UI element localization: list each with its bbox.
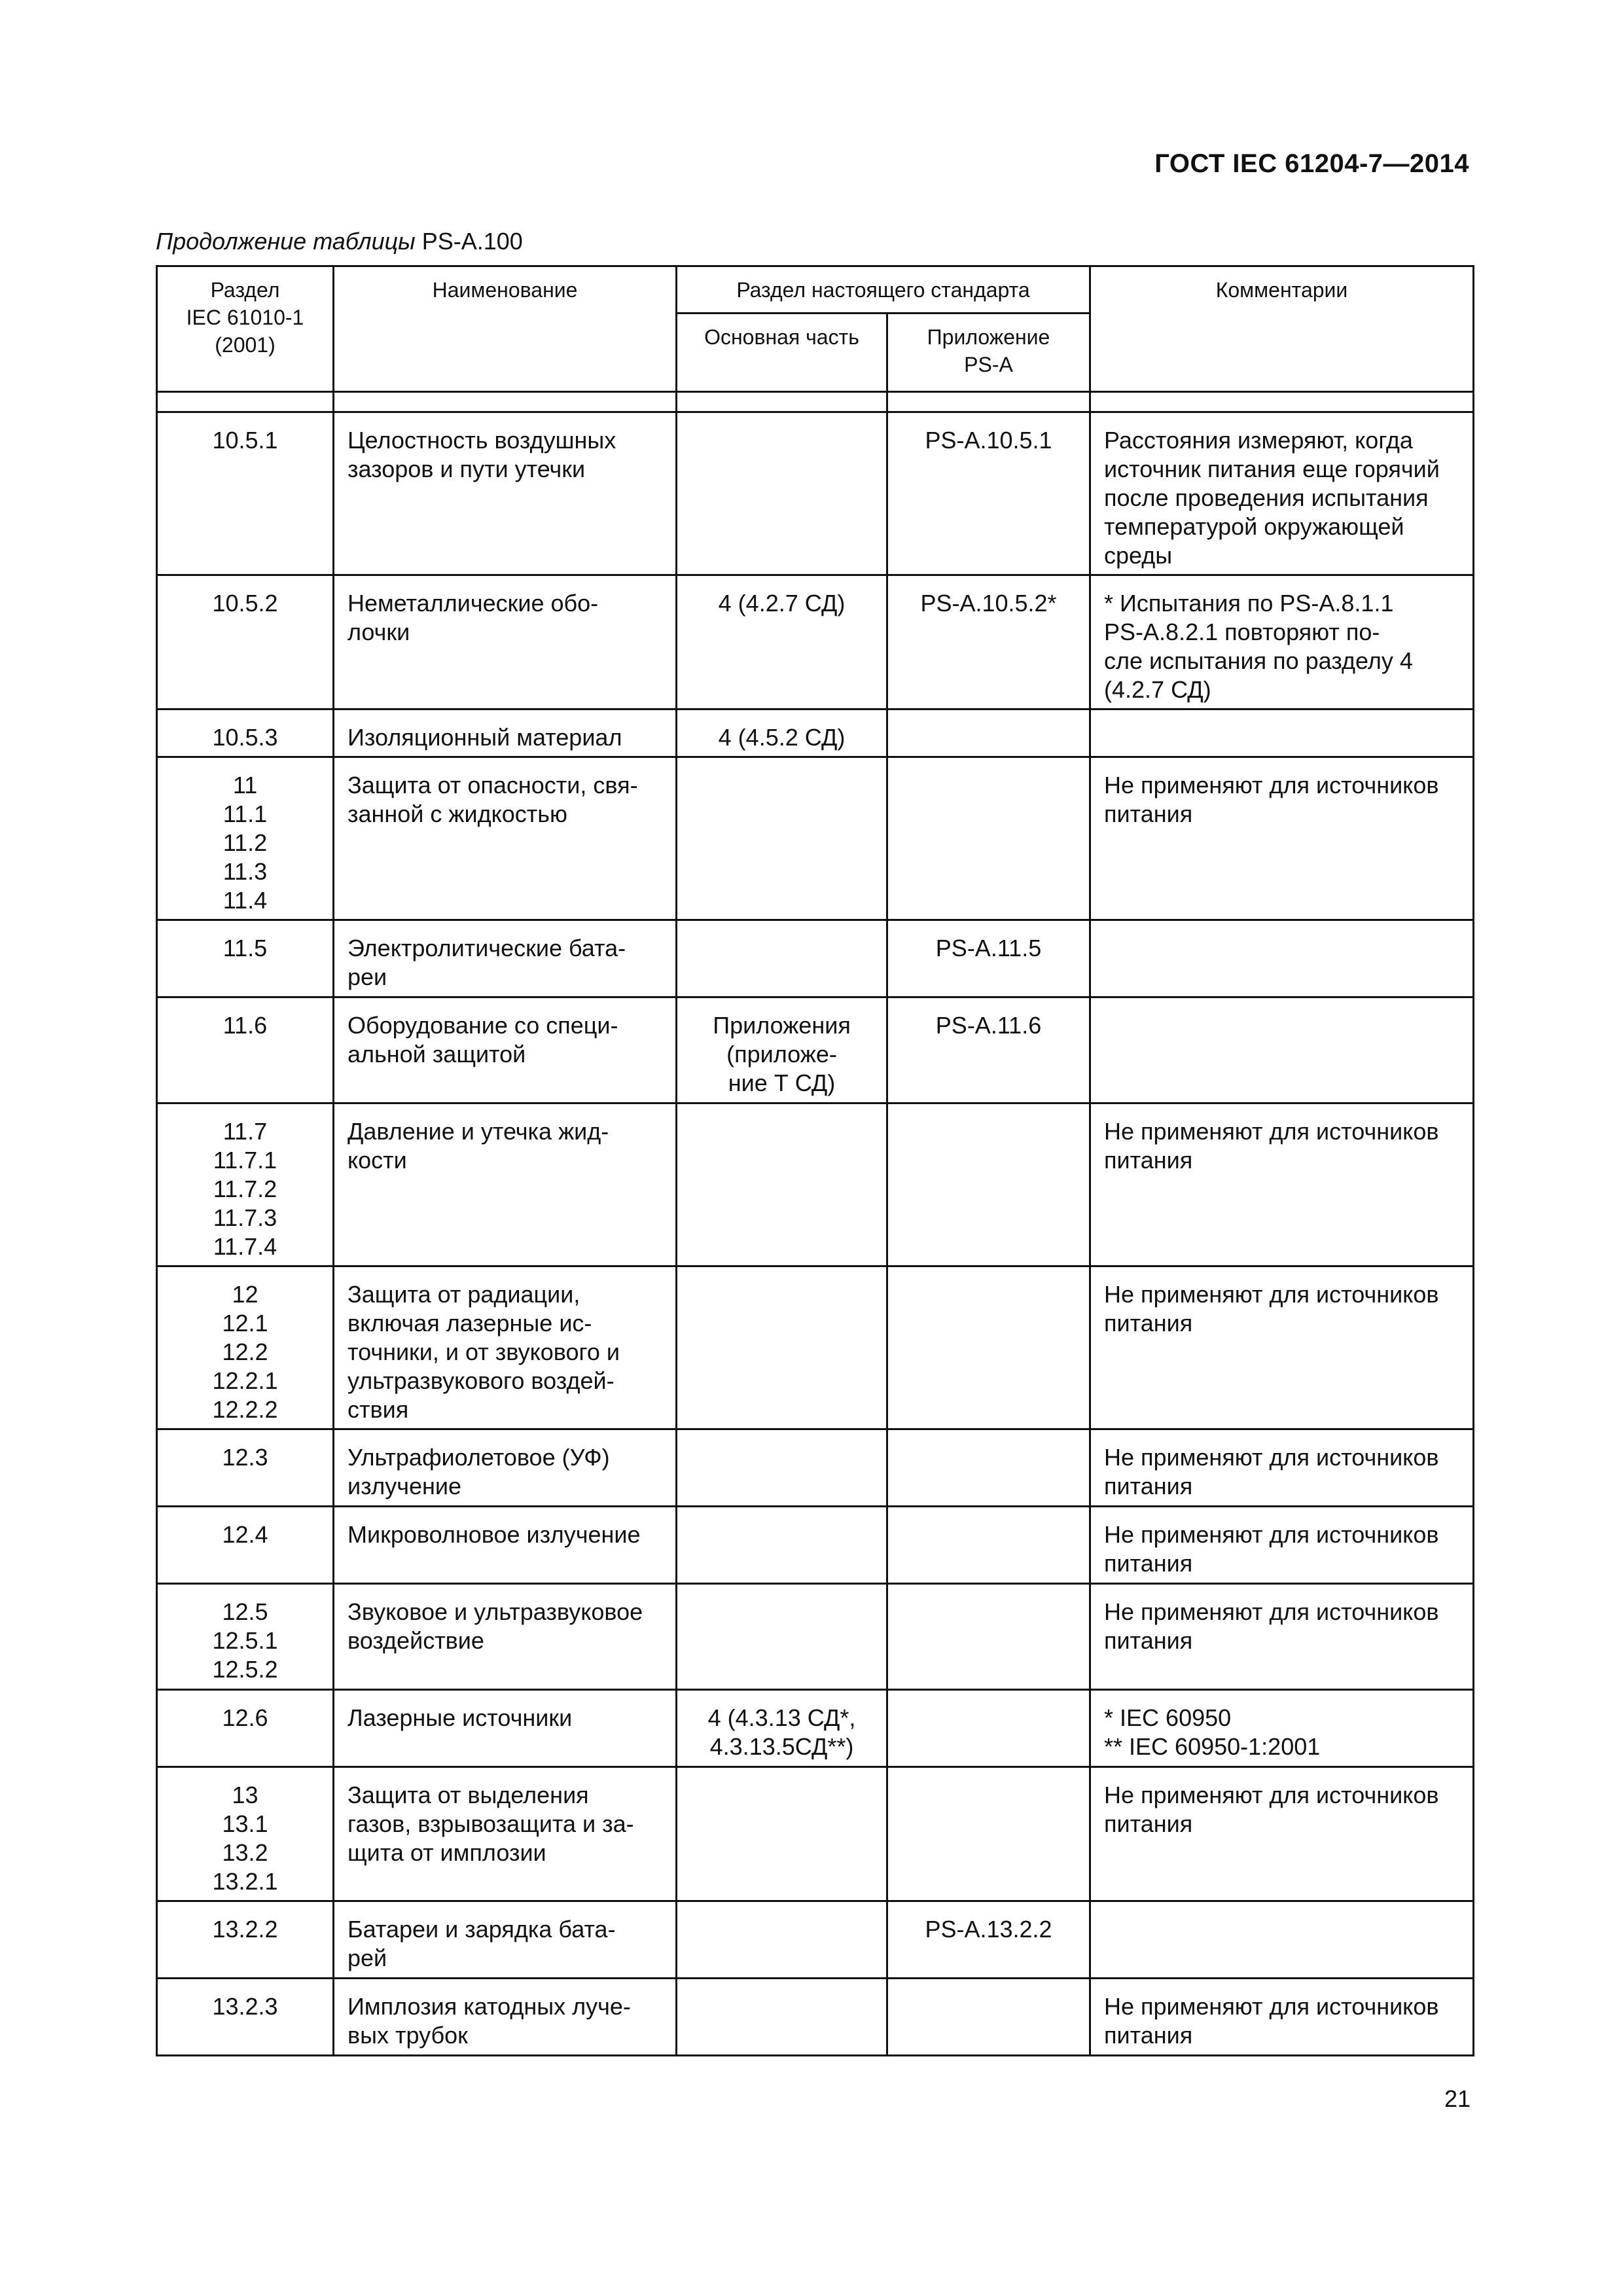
cell-comment bbox=[1090, 1584, 1474, 1690]
table-row bbox=[157, 1507, 1474, 1584]
table-row bbox=[157, 1266, 1474, 1429]
page-number: 21 bbox=[1444, 2085, 1471, 2112]
cell-main-part bbox=[677, 757, 887, 920]
cell-comment bbox=[1090, 1429, 1474, 1507]
cell-main-part-line: Приложения bbox=[713, 1012, 851, 1039]
cell-comment-line: питания bbox=[1104, 1627, 1193, 1654]
cell-section-line: 12.3 bbox=[222, 1444, 268, 1471]
cell-comment bbox=[1090, 412, 1474, 575]
cell-appendix bbox=[887, 1901, 1090, 1979]
table-row bbox=[157, 1690, 1474, 1767]
cell-main-part bbox=[677, 1690, 887, 1767]
cell-section-line: 10.5.3 bbox=[212, 724, 278, 751]
cell-section-line: 11.5 bbox=[223, 935, 268, 961]
cell-name bbox=[334, 920, 677, 997]
cell-appendix bbox=[887, 575, 1090, 709]
cell-comment-line: питания bbox=[1104, 800, 1193, 827]
cell-comment bbox=[1090, 1690, 1474, 1767]
cell-name-line: ультразвукового воздей- bbox=[348, 1367, 615, 1394]
cell-section-line: 12.1 bbox=[222, 1310, 268, 1336]
table-row bbox=[157, 920, 1474, 997]
cell-main-part bbox=[677, 920, 887, 997]
cell-main-part bbox=[677, 1429, 887, 1507]
table-row bbox=[157, 997, 1474, 1103]
cell-name-line: рей bbox=[348, 1945, 387, 1971]
cell-appendix-line: PS-A.13.2.2 bbox=[925, 1916, 1052, 1943]
cell-name-line: воздействие bbox=[348, 1627, 484, 1654]
cell-section-line: 10.5.1 bbox=[212, 427, 278, 454]
cell-section bbox=[157, 1429, 334, 1507]
cell-comment-line: Не применяют для источников bbox=[1104, 1993, 1439, 2020]
cell-section-line: 13.2.1 bbox=[212, 1868, 278, 1895]
caption-italic: Продолжение таблицы bbox=[156, 228, 416, 255]
cell-name-line: Давление и утечка жид- bbox=[348, 1118, 609, 1145]
cell-comment-line: Не применяют для источников bbox=[1104, 772, 1439, 798]
cell-name-line: альной защитой bbox=[348, 1041, 526, 1067]
cell-appendix-line: PS-A.11.6 bbox=[935, 1012, 1042, 1039]
cell-section bbox=[157, 757, 334, 920]
table-row bbox=[157, 1979, 1474, 2056]
cell-comment bbox=[1090, 1507, 1474, 1584]
cell-name-line: зазоров и пути утечки bbox=[348, 456, 586, 482]
cell-main-part bbox=[677, 997, 887, 1103]
cell-section-line: 13.1 bbox=[222, 1810, 268, 1837]
cell-appendix bbox=[887, 412, 1090, 575]
cell-section-line: 11.4 bbox=[223, 887, 268, 914]
cell-name bbox=[334, 997, 677, 1103]
cell-appendix bbox=[887, 997, 1090, 1103]
cell-comment-line: среды bbox=[1104, 542, 1173, 569]
cell-appendix-line: PS-A.10.5.1 bbox=[925, 427, 1052, 454]
cell-name-line: Защита от выделения bbox=[348, 1782, 589, 1808]
cell-section bbox=[157, 1690, 334, 1767]
cell-name bbox=[334, 1767, 677, 1901]
cell-section bbox=[157, 412, 334, 575]
header-standard-section: Раздел настоящего стандарта bbox=[677, 266, 1090, 314]
cell-appendix bbox=[887, 1584, 1090, 1690]
cell-appendix bbox=[887, 757, 1090, 920]
cell-appendix-line: PS-A.11.5 bbox=[935, 935, 1042, 961]
cell-comment-line: питания bbox=[1104, 1147, 1193, 1174]
cell-section-line: 12.6 bbox=[222, 1704, 268, 1731]
cell-comment-line: Расстояния измеряют, когда bbox=[1104, 427, 1413, 454]
standards-table bbox=[156, 265, 1474, 2056]
cell-main-part-line: 4 (4.3.13 СД*, bbox=[707, 1704, 856, 1731]
table-header bbox=[157, 266, 1474, 392]
cell-main-part-line: 4 (4.5.2 СД) bbox=[718, 724, 846, 751]
cell-name-line: реи bbox=[348, 963, 387, 990]
cell-name bbox=[334, 575, 677, 709]
table-row bbox=[157, 1103, 1474, 1266]
cell-comment bbox=[1090, 1767, 1474, 1901]
cell-section bbox=[157, 1584, 334, 1690]
table-row bbox=[157, 757, 1474, 920]
cell-section-line: 12.5 bbox=[222, 1598, 268, 1625]
cell-name-line: Целостность воздушных bbox=[348, 427, 616, 454]
cell-name-line: Микроволновое излучение bbox=[348, 1521, 641, 1548]
cell-main-part-line: 4.3.13.5СД**) bbox=[709, 1733, 854, 1760]
table-row bbox=[157, 1584, 1474, 1690]
header-section: Раздел IEC 61010-1 (2001) bbox=[157, 266, 334, 392]
cell-comment bbox=[1090, 997, 1474, 1103]
cell-appendix bbox=[887, 1767, 1090, 1901]
cell-comment-line: питания bbox=[1104, 1810, 1193, 1837]
table-row bbox=[157, 1767, 1474, 1901]
cell-section-line: 13 bbox=[232, 1782, 259, 1808]
cell-main-part bbox=[677, 709, 887, 757]
cell-appendix bbox=[887, 1507, 1090, 1584]
cell-section bbox=[157, 1103, 334, 1266]
cell-name bbox=[334, 709, 677, 757]
header-separator bbox=[157, 392, 1474, 412]
cell-comment-line: Не применяют для источников bbox=[1104, 1521, 1439, 1548]
header-main-part: Основная часть bbox=[677, 314, 887, 392]
cell-section-line: 13.2.2 bbox=[212, 1916, 278, 1943]
cell-comment bbox=[1090, 575, 1474, 709]
table-body bbox=[157, 392, 1474, 2056]
cell-main-part bbox=[677, 1901, 887, 1979]
cell-name-line: Неметаллические обо- bbox=[348, 590, 599, 617]
cell-section-line: 12 bbox=[232, 1281, 259, 1308]
cell-comment-line: питания bbox=[1104, 2022, 1193, 2049]
cell-name-line: ствия bbox=[348, 1396, 409, 1423]
table-caption bbox=[156, 228, 523, 255]
cell-comment-line: Не применяют для источников bbox=[1104, 1118, 1439, 1145]
cell-comment-line: после проведения испытания bbox=[1104, 484, 1429, 511]
cell-comment-line: (4.2.7 СД) bbox=[1104, 676, 1211, 703]
cell-appendix bbox=[887, 1690, 1090, 1767]
cell-name bbox=[334, 757, 677, 920]
cell-comment-line: температурой окружающей bbox=[1104, 513, 1404, 540]
cell-section-line: 11.7.3 bbox=[213, 1204, 277, 1231]
cell-comment bbox=[1090, 920, 1474, 997]
cell-main-part bbox=[677, 575, 887, 709]
cell-comment-line: питания bbox=[1104, 1310, 1193, 1336]
cell-section-line: 10.5.2 bbox=[212, 590, 278, 617]
cell-section-line: 12.2.1 bbox=[212, 1367, 278, 1394]
cell-comment bbox=[1090, 1266, 1474, 1429]
cell-section bbox=[157, 1507, 334, 1584]
cell-name-line: Лазерные источники bbox=[348, 1704, 573, 1731]
header-comments: Комментарии bbox=[1090, 266, 1474, 392]
cell-name bbox=[334, 1266, 677, 1429]
cell-name-line: Защита от опасности, свя- bbox=[348, 772, 638, 798]
cell-name-line: Электролитические бата- bbox=[348, 935, 626, 961]
cell-appendix bbox=[887, 709, 1090, 757]
cell-section bbox=[157, 575, 334, 709]
cell-section-line: 11.7.4 bbox=[213, 1233, 277, 1260]
cell-name-line: Батареи и зарядка бата- bbox=[348, 1916, 616, 1943]
cell-name-line: кости bbox=[348, 1147, 407, 1174]
cell-comment-line: Не применяют для источников bbox=[1104, 1782, 1439, 1808]
cell-name-line: Ультрафиолетовое (УФ) bbox=[348, 1444, 610, 1471]
cell-name-line: Изоляционный материал bbox=[348, 724, 622, 751]
cell-main-part bbox=[677, 1584, 887, 1690]
cell-name bbox=[334, 1901, 677, 1979]
cell-section-line: 11.3 bbox=[223, 858, 268, 885]
cell-main-part-line: 4 (4.2.7 СД) bbox=[718, 590, 846, 617]
cell-name bbox=[334, 1507, 677, 1584]
cell-section-line: 12.2.2 bbox=[212, 1396, 278, 1423]
cell-appendix bbox=[887, 920, 1090, 997]
cell-main-part bbox=[677, 412, 887, 575]
cell-name-line: лочки bbox=[348, 619, 410, 645]
table-row bbox=[157, 1429, 1474, 1507]
cell-main-part bbox=[677, 1767, 887, 1901]
cell-section bbox=[157, 1901, 334, 1979]
cell-appendix bbox=[887, 1103, 1090, 1266]
cell-name-line: излучение bbox=[348, 1473, 462, 1499]
document-code: ГОСТ IEC 61204-7—2014 bbox=[1154, 149, 1469, 178]
cell-section-line: 11.1 bbox=[223, 800, 268, 827]
cell-appendix bbox=[887, 1429, 1090, 1507]
cell-section-line: 11.7 bbox=[223, 1118, 268, 1145]
cell-name-line: Оборудование со специ- bbox=[348, 1012, 618, 1039]
cell-comment-line: Не применяют для источников bbox=[1104, 1444, 1439, 1471]
caption-ref: PS-A.100 bbox=[421, 228, 523, 255]
cell-main-part-line: ние Т СД) bbox=[728, 1069, 836, 1096]
cell-comment bbox=[1090, 1103, 1474, 1266]
cell-section bbox=[157, 1979, 334, 2056]
cell-name-line: Имплозия катодных луче- bbox=[348, 1993, 631, 2020]
cell-section-line: 12.2 bbox=[222, 1338, 268, 1365]
cell-name-line: включая лазерные ис- bbox=[348, 1310, 592, 1336]
cell-section-line: 11.2 bbox=[223, 829, 268, 856]
cell-comment bbox=[1090, 1901, 1474, 1979]
cell-appendix bbox=[887, 1266, 1090, 1429]
cell-name-line: газов, взрывозащита и за- bbox=[348, 1810, 634, 1837]
cell-section bbox=[157, 920, 334, 997]
table-row bbox=[157, 412, 1474, 575]
cell-appendix bbox=[887, 1979, 1090, 2056]
cell-section bbox=[157, 1266, 334, 1429]
cell-comment-line: * IEC 60950 bbox=[1104, 1704, 1232, 1731]
cell-name bbox=[334, 1103, 677, 1266]
cell-section-line: 13.2.3 bbox=[212, 1993, 278, 2020]
table-row bbox=[157, 1901, 1474, 1979]
cell-comment bbox=[1090, 1979, 1474, 2056]
cell-name-line: щита от имплозии bbox=[348, 1839, 546, 1866]
cell-comment-line: питания bbox=[1104, 1473, 1193, 1499]
cell-name-line: Звуковое и ультразвуковое bbox=[348, 1598, 643, 1625]
cell-comment-line: сле испытания по разделу 4 bbox=[1104, 647, 1413, 674]
table-row bbox=[157, 709, 1474, 757]
cell-section-line: 11 bbox=[232, 772, 258, 798]
header-appendix: Приложение PS-A bbox=[887, 314, 1090, 392]
cell-name bbox=[334, 1690, 677, 1767]
cell-main-part bbox=[677, 1507, 887, 1584]
cell-comment-line: источник питания еще горячий bbox=[1104, 456, 1440, 482]
cell-comment bbox=[1090, 709, 1474, 757]
cell-name-line: занной с жидкостью bbox=[348, 800, 568, 827]
cell-section-line: 12.5.2 bbox=[212, 1656, 278, 1683]
cell-comment-line: питания bbox=[1104, 1550, 1193, 1577]
cell-section bbox=[157, 1767, 334, 1901]
cell-section-line: 12.4 bbox=[222, 1521, 268, 1548]
cell-section-line: 12.5.1 bbox=[212, 1627, 278, 1654]
cell-main-part-line: (приложе- bbox=[726, 1041, 837, 1067]
header-name: Наименование bbox=[334, 266, 677, 392]
cell-name-line: Защита от радиации, bbox=[348, 1281, 580, 1308]
cell-name bbox=[334, 1979, 677, 2056]
cell-comment-line: PS-A.8.2.1 повторяют по- bbox=[1104, 619, 1380, 645]
cell-comment-line: * Испытания по PS-A.8.1.1 bbox=[1104, 590, 1394, 617]
cell-main-part bbox=[677, 1266, 887, 1429]
cell-main-part bbox=[677, 1979, 887, 2056]
cell-comment-line: Не применяют для источников bbox=[1104, 1281, 1439, 1308]
cell-section-line: 11.7.2 bbox=[213, 1175, 277, 1202]
table-row bbox=[157, 575, 1474, 709]
cell-name-line: точники, и от звукового и bbox=[348, 1338, 620, 1365]
cell-section bbox=[157, 997, 334, 1103]
cell-name bbox=[334, 412, 677, 575]
cell-section-line: 11.7.1 bbox=[213, 1147, 277, 1174]
cell-comment-line: ** IEC 60950-1:2001 bbox=[1104, 1733, 1321, 1760]
cell-name bbox=[334, 1584, 677, 1690]
cell-comment bbox=[1090, 757, 1474, 920]
cell-appendix-line: PS-A.10.5.2* bbox=[920, 590, 1057, 617]
cell-section-line: 11.6 bbox=[223, 1012, 268, 1039]
cell-name-line: вых трубок bbox=[348, 2022, 468, 2049]
cell-name bbox=[334, 1429, 677, 1507]
cell-main-part bbox=[677, 1103, 887, 1266]
cell-comment-line: Не применяют для источников bbox=[1104, 1598, 1439, 1625]
cell-section-line: 13.2 bbox=[222, 1839, 268, 1866]
cell-section bbox=[157, 709, 334, 757]
